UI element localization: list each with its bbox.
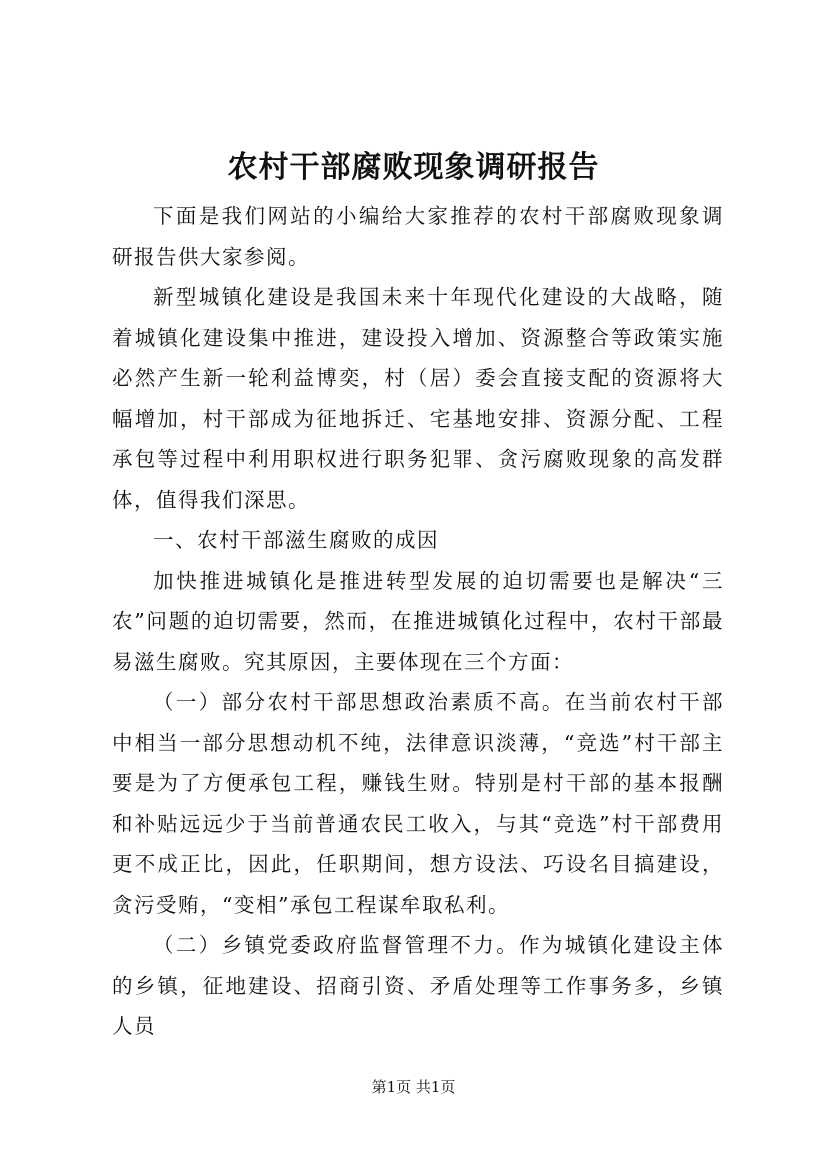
page-footer: 第1页 共1页 — [371, 1078, 456, 1096]
cause-two-paragraph: （二）乡镇党委政府监督管理不力。作为城镇化建设主体的乡镇，征地建设、招商引资、矛盾处理等工作事务多，乡镇人员 — [112, 933, 724, 1038]
background-paragraph: 新型城镇化建设是我国未来十年现代化建设的大战略，随着城镇化建设集中推进，建设投入增加、资源整合等政策实施必然产生新一轮利益博奕，村（居）委会直接支配的资源将大幅增加，村干部成为征地拆迁、宅基地安排、资源分配、工程承包等过程中利用职权进行职务犯罪、贪污腐败现象的高发群体，值得我们深思。 — [112, 285, 724, 512]
cause-one-paragraph: （一）部分农村干部思想政治素质不高。在当前农村干部中相当一部分思想动机不纯，法律意识淡薄，“竞选”村干部主要是为了方便承包工程，赚钱生财。特别是村干部的基本报酬和补贴远远少于当前普通农民工收入，与其“竞选”村干部费用更不成正比，因此，任职期间，想方设法、巧设名目搞建设，贪污受贿，“变相”承包工程谋牟取私利。 — [112, 690, 724, 917]
intro-paragraph: 下面是我们网站的小编给大家推荐的农村干部腐败现象调研报告供大家参阅。 — [112, 204, 724, 269]
causes-paragraph: 加快推进城镇化是推进转型发展的迫切需要也是解决“三农”问题的迫切需要，然而，在推进城镇化过程中，农村干部最易滋生腐败。究其原因，主要体现在三个方面： — [112, 568, 724, 674]
document-body — [112, 196, 724, 1047]
document-title: 农村干部腐败现象调研报告 — [227, 150, 600, 185]
section-heading: 一、农村干部滋生腐败的成因 — [153, 528, 439, 552]
